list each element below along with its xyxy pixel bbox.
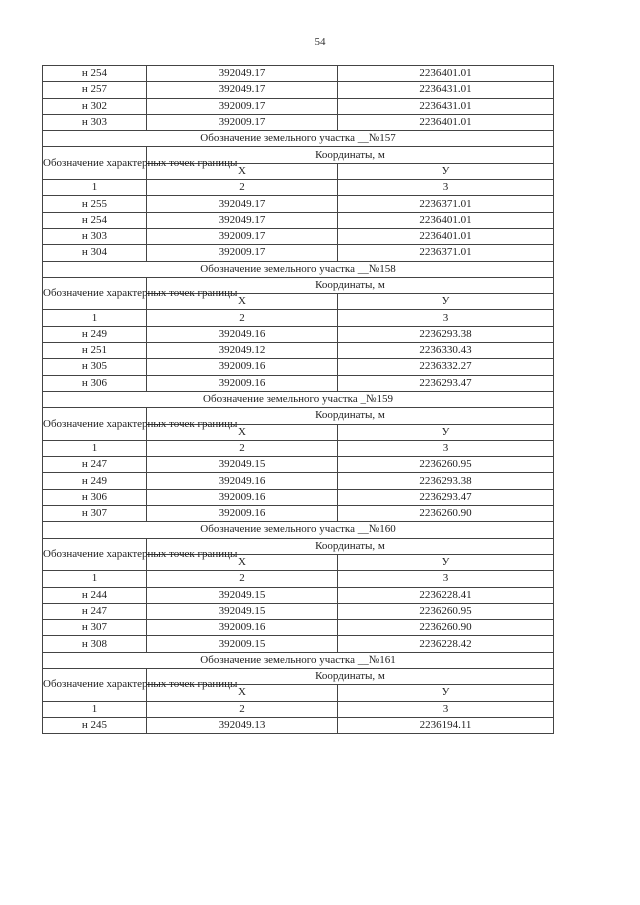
section-title-row <box>43 391 554 407</box>
point-id-cell: н 249 <box>43 326 147 342</box>
point-id-cell: н 304 <box>43 245 147 261</box>
y-coordinate-cell: 2236293.47 <box>338 489 554 505</box>
point-id-cell: н 249 <box>43 473 147 489</box>
column-number-cell: 3 <box>338 440 554 456</box>
column-number-cell: 2 <box>147 180 338 196</box>
y-axis-header: У <box>338 424 554 440</box>
point-id-cell: н 302 <box>43 98 147 114</box>
column-number-cell: 3 <box>338 310 554 326</box>
x-coordinate-cell: 392049.17 <box>147 196 338 212</box>
x-coordinate-cell: 392049.17 <box>147 82 338 98</box>
y-coordinate-cell: 2236260.90 <box>338 506 554 522</box>
x-coordinate-cell: 392049.16 <box>147 326 338 342</box>
x-coordinate-cell: 392049.15 <box>147 457 338 473</box>
column-number-row <box>43 701 554 717</box>
y-coordinate-cell: 2236260.95 <box>338 603 554 619</box>
x-coordinate-cell: 392049.13 <box>147 717 338 733</box>
y-coordinate-cell: 2236401.01 <box>338 228 554 244</box>
y-coordinate-cell: 2236431.01 <box>338 98 554 114</box>
x-axis-header: Х <box>147 163 338 179</box>
y-coordinate-cell: 2236401.01 <box>338 212 554 228</box>
coordinates-header: Координаты, м <box>147 538 554 554</box>
point-designation-header: Обозначение характерных точек границы <box>43 408 147 441</box>
coordinates-header: Координаты, м <box>147 277 554 293</box>
x-coordinate-cell: 392009.15 <box>147 636 338 652</box>
y-coordinate-cell: 2236332.27 <box>338 359 554 375</box>
point-designation-header: Обозначение характерных точек границы <box>43 147 147 180</box>
y-coordinate-cell: 2236293.47 <box>338 375 554 391</box>
table-row <box>43 506 554 522</box>
x-coordinate-cell: 392049.12 <box>147 343 338 359</box>
x-coordinate-cell: 392009.16 <box>147 489 338 505</box>
x-coordinate-cell: 392009.16 <box>147 359 338 375</box>
x-coordinate-cell: 392009.16 <box>147 506 338 522</box>
column-number-cell: 2 <box>147 440 338 456</box>
column-number-row <box>43 180 554 196</box>
y-coordinate-cell: 2236260.95 <box>338 457 554 473</box>
point-id-cell: н 307 <box>43 620 147 636</box>
column-number-row <box>43 571 554 587</box>
column-number-cell: 2 <box>147 701 338 717</box>
land-plot-title: Обозначение земельного участка __№158 <box>43 261 554 277</box>
y-axis-header: У <box>338 294 554 310</box>
table-row <box>43 359 554 375</box>
y-coordinate-cell: 2236371.01 <box>338 245 554 261</box>
y-coordinate-cell: 2236330.43 <box>338 343 554 359</box>
column-number-cell: 2 <box>147 310 338 326</box>
column-number-cell: 1 <box>43 701 147 717</box>
x-coordinate-cell: 392009.17 <box>147 98 338 114</box>
y-coordinate-cell: 2236228.42 <box>338 636 554 652</box>
x-coordinate-cell: 392049.15 <box>147 603 338 619</box>
land-plot-title: Обозначение земельного участка _№159 <box>43 391 554 407</box>
table-row <box>43 717 554 733</box>
table-row <box>43 603 554 619</box>
coordinates-header: Координаты, м <box>147 408 554 424</box>
table-row <box>43 98 554 114</box>
table-row <box>43 375 554 391</box>
x-coordinate-cell: 392009.17 <box>147 245 338 261</box>
y-coordinate-cell: 2236371.01 <box>338 196 554 212</box>
table-row <box>43 196 554 212</box>
table-row <box>43 636 554 652</box>
x-axis-header: Х <box>147 424 338 440</box>
table-row <box>43 343 554 359</box>
table-row <box>43 245 554 261</box>
table-row <box>43 212 554 228</box>
y-coordinate-cell: 2236431.01 <box>338 82 554 98</box>
point-id-cell: н 254 <box>43 212 147 228</box>
table-row <box>43 587 554 603</box>
point-id-cell: н 308 <box>43 636 147 652</box>
column-number-row <box>43 440 554 456</box>
point-id-cell: н 245 <box>43 717 147 733</box>
point-id-cell: н 306 <box>43 489 147 505</box>
table-row <box>43 620 554 636</box>
land-plot-title: Обозначение земельного участка __№161 <box>43 652 554 668</box>
column-number-cell: 3 <box>338 701 554 717</box>
table-row <box>43 457 554 473</box>
table-row <box>43 326 554 342</box>
column-number-cell: 1 <box>43 310 147 326</box>
coordinates-header: Координаты, м <box>147 668 554 684</box>
table-row <box>43 82 554 98</box>
section-title-row <box>43 522 554 538</box>
x-axis-header: Х <box>147 554 338 570</box>
point-id-cell: н 244 <box>43 587 147 603</box>
land-plot-title: Обозначение земельного участка __№160 <box>43 522 554 538</box>
x-coordinate-cell: 392009.17 <box>147 228 338 244</box>
table-row <box>43 489 554 505</box>
y-coordinate-cell: 2236228.41 <box>338 587 554 603</box>
coordinates-header: Координаты, м <box>147 147 554 163</box>
page-number: 54 <box>314 36 326 48</box>
column-number-cell: 1 <box>43 440 147 456</box>
point-id-cell: н 247 <box>43 603 147 619</box>
point-id-cell: н 255 <box>43 196 147 212</box>
x-coordinate-cell: 392049.17 <box>147 212 338 228</box>
land-plot-title: Обозначение земельного участка __№157 <box>43 131 554 147</box>
point-designation-header: Обозначение характерных точек границы <box>43 277 147 310</box>
y-coordinate-cell: 2236401.01 <box>338 114 554 130</box>
column-number-cell: 2 <box>147 571 338 587</box>
point-id-cell: н 303 <box>43 228 147 244</box>
y-coordinate-cell: 2236293.38 <box>338 326 554 342</box>
table-row <box>43 114 554 130</box>
column-number-row <box>43 310 554 326</box>
column-number-cell: 1 <box>43 180 147 196</box>
column-number-cell: 3 <box>338 571 554 587</box>
y-axis-header: У <box>338 554 554 570</box>
y-coordinate-cell: 2236260.90 <box>338 620 554 636</box>
x-coordinate-cell: 392049.16 <box>147 473 338 489</box>
point-id-cell: н 303 <box>43 114 147 130</box>
y-coordinate-cell: 2236194.11 <box>338 717 554 733</box>
x-coordinate-cell: 392049.17 <box>147 66 338 82</box>
coordinates-table-body <box>43 66 554 734</box>
coordinates-table <box>42 65 554 734</box>
point-id-cell: н 247 <box>43 457 147 473</box>
point-id-cell: н 251 <box>43 343 147 359</box>
point-id-cell: н 305 <box>43 359 147 375</box>
point-id-cell: н 254 <box>43 66 147 82</box>
y-axis-header: У <box>338 685 554 701</box>
x-coordinate-cell: 392049.15 <box>147 587 338 603</box>
table-row <box>43 66 554 82</box>
y-coordinate-cell: 2236293.38 <box>338 473 554 489</box>
table-row <box>43 473 554 489</box>
section-title-row <box>43 652 554 668</box>
point-id-cell: н 257 <box>43 82 147 98</box>
column-number-cell: 3 <box>338 180 554 196</box>
point-designation-header: Обозначение характерных точек границы <box>43 538 147 571</box>
point-designation-header: Обозначение характерных точек границы <box>43 668 147 701</box>
x-coordinate-cell: 392009.16 <box>147 620 338 636</box>
x-coordinate-cell: 392009.17 <box>147 114 338 130</box>
x-axis-header: Х <box>147 294 338 310</box>
y-coordinate-cell: 2236401.01 <box>338 66 554 82</box>
point-id-cell: н 306 <box>43 375 147 391</box>
column-number-cell: 1 <box>43 571 147 587</box>
x-coordinate-cell: 392009.16 <box>147 375 338 391</box>
x-axis-header: Х <box>147 685 338 701</box>
section-title-row <box>43 131 554 147</box>
table-row <box>43 228 554 244</box>
y-axis-header: У <box>338 163 554 179</box>
section-title-row <box>43 261 554 277</box>
point-id-cell: н 307 <box>43 506 147 522</box>
